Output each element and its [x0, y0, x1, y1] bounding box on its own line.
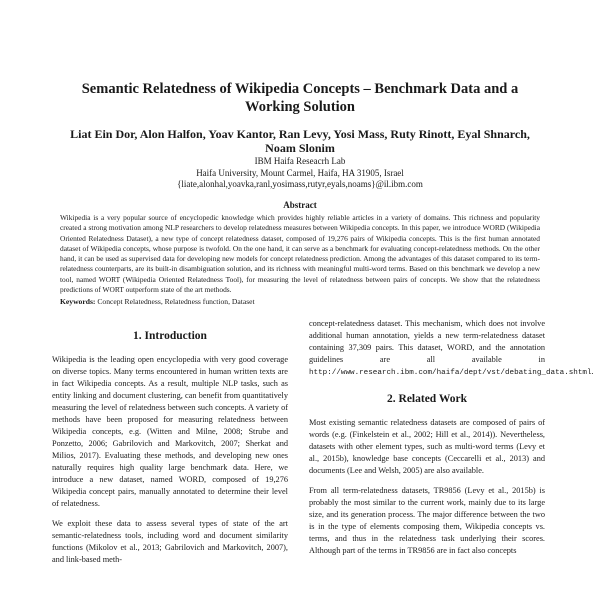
abstract-body: Wikipedia is a very popular source of encyclopedic knowledge which provides highly reliable articles in a variety of domains. This richness and popularity created a strong motivation among NLP researchers to develop relatedness measures between Wikipedia concepts. In this paper, we introduce WORD (Wikipedia Oriented Relatedness Dataset), a new type of concept relatedness dataset, composed of 19,276 pairs of Wikipedia concepts. This is the first human annotated dataset of Wikipedia concepts, whose purpose is twofold. On the one hand, it can serve as a benchmark for evaluating concept-relatedness methods. On the other hand, it can be used as supervised data for developing new models for concept relatedness prediction. Among the advantages of this dataset compared to its term-relatedness counterparts, are its built-in disambiguation solution, and its richness with meaningful multi-word terms. Based on this benchmark we develop a new tool, named WORT (Wikipedia Oriented Relatedness Tool), for measuring the level of relatedness between pairs of concepts. We show that the relatedness predictions of WORT outperform state of the art methods.	[60, 213, 540, 295]
intro-paragraph-1: Wikipedia is the leading open encyclopedia with very good coverage on diverse topics. Many terms encountered in human written texts are in fact Wikipedia concepts. As a result, multiple NLP tasks, such as entity linking and document clustering, can benefit from quantitatively measuring the level of relatedness between such concepts. A variety of methods have been proposed for measuring relatedness between Wikipedia concepts, e.g. (Witten and Milne, 2008; Strube and Ponzetto, 2006; Gabrilovich and Markovitch, 2007; Sherkat and Milios, 2017). Evaluating these methods, and developing new ones naturally requires high quality large benchmark data. Here, we introduce a new dataset, named WORD, composed of 19,276 Wikipedia concept pairs, manually annotated to determine their level of relatedness.	[52, 355, 288, 508]
abstract-heading: Abstract	[283, 200, 317, 210]
affiliation	[100, 156, 500, 191]
right-column	[309, 318, 594, 565]
affiliation-address: Haifa University, Mount Carmel, Haifa, HA 31905, Israel	[196, 167, 404, 178]
left-column	[52, 330, 288, 574]
affiliation-lab: IBM Haifa Reseacrh Lab	[254, 156, 346, 166]
related-paragraph-2: From all term-relatedness datasets, TR9856 (Levy et al., 2015b) is probably the most similar to the current work, mainly due to its large size, and its generation process. The major difference between the two is in the type of elements composing them, Wikipedia concepts vs. terms, and thus in the relatedness task underlying their scores. Although part of the terms in TR9856 are in fact also concepts	[309, 486, 545, 555]
authors-line-2: Noam Slonim	[265, 141, 335, 155]
paper-title	[60, 80, 540, 116]
keywords-label: Keywords:	[60, 297, 96, 306]
dataset-url-link[interactable]: http://www.research.ibm.com/haifa/dept/vst/debating_data.shtml	[309, 369, 592, 377]
title-line-2: Working Solution	[245, 99, 355, 115]
related-paragraph-1: Most existing semantic relatedness datasets are composed of pairs of words (e.g. (Finkelstein et al., 2002; Hill et al., 2014)). Nevertheless, datasets with other element types, such as multi-word terms (Levy et al., 2015b), knowledge base concepts (Ceccarelli et al., 2013) and documents (Lee and Welsh, 2005) are also available.	[309, 418, 545, 475]
intro-heading: 1. Introduction	[133, 330, 207, 342]
related-work-heading: 2. Related Work	[387, 393, 467, 405]
continuation-end: .	[591, 367, 594, 376]
keywords	[60, 297, 540, 307]
affiliation-emails: {liate,alonhal,yoavka,ranl,yosimass,rutyr,eyals,noams}@il.ibm.com	[177, 179, 423, 189]
title-line-1: Semantic Relatedness of Wikipedia Concepts – Benchmark Data and a	[81, 81, 519, 97]
authors-line-1: Liat Ein Dor, Alon Halfon, Yoav Kantor, Ran Levy, Yosi Mass, Ruty Rinott, Eyal Shnarch,	[70, 127, 530, 141]
intro-paragraph-2: We exploit these data to assess several types of state of the art semantic-relatedness tools, including word and document similarity functions (Mikolov et al., 2013; Gabrilovich and Markovitch, 2007), and link-based meth-	[52, 519, 288, 564]
author-list	[50, 127, 550, 155]
continuation-text: concept-relatedness dataset. This mechanism, which does not involve additional human annotation, yields a new term-relatedness dataset containing 37,309 pairs. This dataset, WORD, and the annotation guidelines are all available in	[309, 319, 545, 364]
intro-continuation	[309, 318, 594, 379]
keywords-text: Concept Relatedness, Relatedness function, Dataset	[97, 297, 255, 306]
